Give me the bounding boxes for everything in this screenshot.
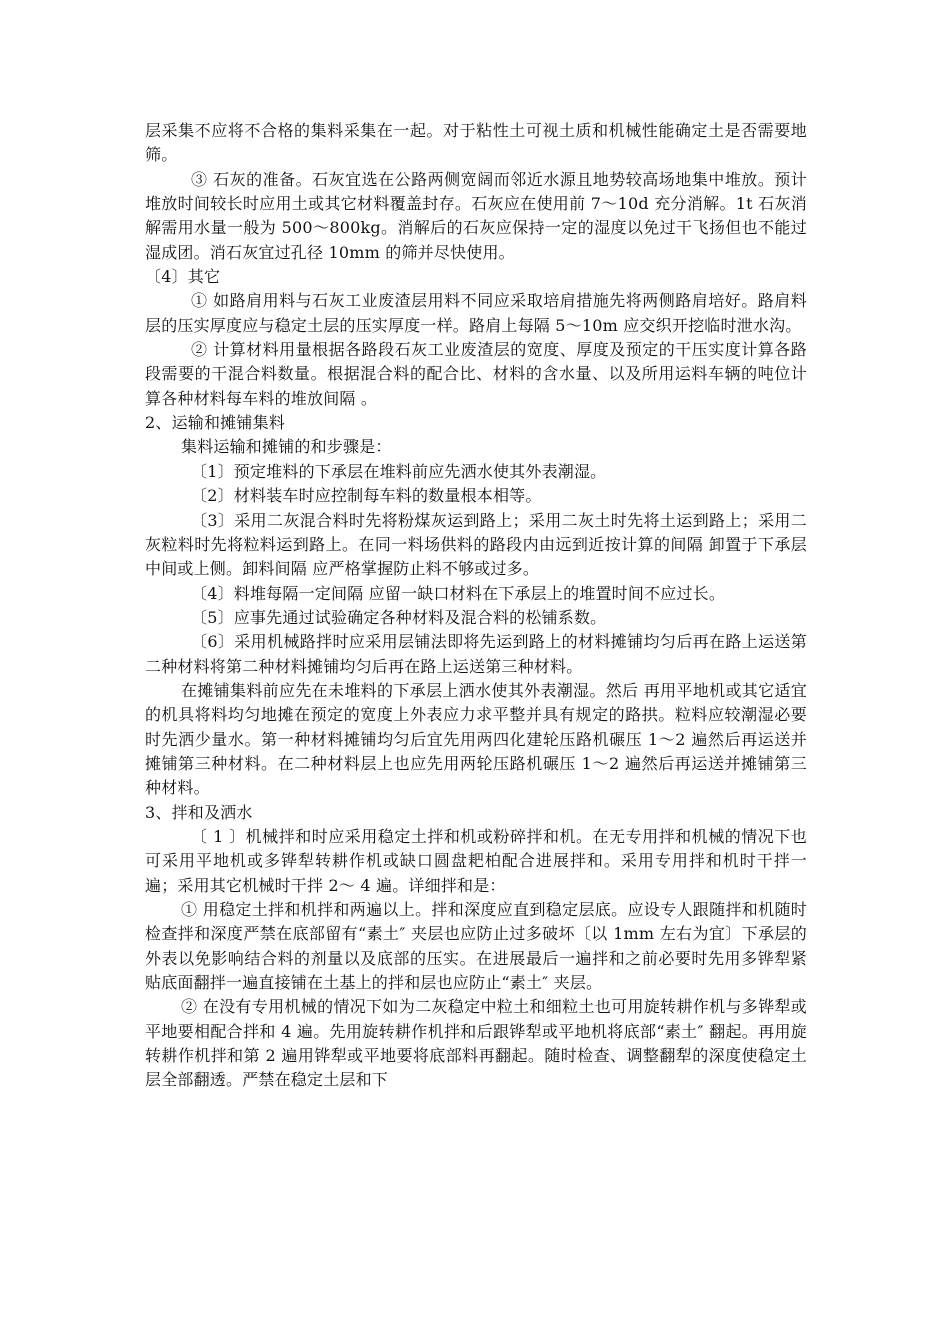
list-item: 〔6〕采用机械路拌时应采用层铺法即将先运到路上的材料摊铺均匀后再在路上运送第二种材料将第二种材料摊铺均匀后再在路上运送第三种材料。: [145, 632, 807, 676]
paragraph-transport-intro: 集料运输和摊铺的和步骤是：: [181, 437, 392, 457]
paragraph-stabilizer-mixing: ① 用稳定土拌和机拌和两遍以上。拌和深度应直到稳定层底。应设专人跟随拌和机随时检查拌和深度严禁在底部留有“素土″ 夹层也应防止过多破坏〔以 1mm 左右为宜〕下承层的外表以免影响结合料的剂量以及底部的压实。在进展最后一遍拌和之前必要时先用多铧犁紧贴底面翻拌一遍直接铺在土基上的拌和层也应防止“素土″ 夹层。: [145, 900, 807, 993]
list-item: 〔4〕料堆每隔一定间隔 应留一缺口材料在下承层上的堆置时间不应过长。: [191, 583, 726, 603]
paragraph-lime-preparation: ③ 石灰的准备。石灰宜选在公路两侧宽阔而邻近水源且地势较高场地集中堆放。预计堆放时间较长时应用土或其它材料覆盖封存。石灰应在使用前 7～10d 充分消解。1t 石灰消解需用水量一般为 500～800kg。消解后的石灰应保持一定的湿度以免过干飞扬但也不能过湿成团。消石灰宜过孔径 10mm 的筛并尽快使用。: [145, 169, 807, 262]
section-heading-mixing: 3、拌和及洒水: [145, 802, 253, 822]
list-item: 〔2〕材料装车时应控制每车料的数量根本相等。: [191, 486, 542, 506]
list-item: 〔3〕采用二灰混合料时先将粉煤灰运到路上；采用二灰土时先将土运到路上；采用二灰粒料时先将粒料运到路上。在同一料场供料的路段内由远到近按计算的间隔 卸置于下承层中间或上侧。卸料间隔 应严格掌握防止料不够或过多。: [145, 510, 807, 579]
list-item: 〔5〕应事先通过试验确定各种材料及混合料的松铺系数。: [191, 607, 607, 627]
paragraph-machine-mixing: 〔 1 〕机械拌和时应采用稳定土拌和机或粉碎拌和机。在无专用拌和机械的情况下也可采用平地机或多铧犁转耕作机或缺口圆盘耙柏配合进展拌和。采用专用拌和机时干拌一遍；采用其它机械时干拌 2～ 4 遍。详细拌和是：: [145, 826, 807, 895]
section-heading-other: 〔4〕其它: [145, 267, 221, 287]
section-heading-transport: 2、运输和摊铺集料: [145, 413, 285, 433]
paragraph-alternative-mixing: ② 在没有专用机械的情况下如为二灰稳定中粒土和细粒土也可用旋转耕作机与多铧犁或平地要相配合拌和 4 遍。先用旋转耕作机拌和后跟铧犁或平地机将底部“素土″ 翻起。再用旋转耕作机拌和第 2 遍用铧犁或平地要将底部料再翻起。随时检查、调整翻犁的深度使稳定土层全部翻透。严禁在稳定土层和下: [145, 997, 807, 1090]
paragraph-shoulder-material: ① 如路肩用料与石灰工业废渣层用料不同应采取培肩措施先将两侧路肩培好。路肩料层的压实厚度应与稳定土层的压实厚度一样。路肩上每隔 5～10m 应交织开挖临时泄水沟。: [145, 291, 807, 335]
document-body: [145, 119, 807, 1093]
paragraph-material-calculation: ② 计算材料用量根据各路段石灰工业废渣层的宽度、厚度及预定的干压实度计算各路段需要的干混合料数量。根据混合料的配合比、材料的含水量、以及所用运料车辆的吨位计算各种材料每车料的堆放间隔 。: [145, 340, 807, 408]
paragraph-spreading: 在摊铺集料前应先在未堆料的下承层上洒水使其外表潮湿。然后 再用平地机或其它适宜的机具将料均匀地摊在预定的宽度上外表应力求平整并具有规定的路拱。粒料应较潮湿必要时先洒少量水。第一种材料摊铺均匀后宜先用两四化建轮压路机碾压 1～2 遍然后再运送并摊铺第三种材料。在二种材料层上也应先用两轮压路机碾压 1～2 遍然后再运送并摊铺第三种材料。: [145, 680, 807, 798]
list-item: 〔1〕预定堆料的下承层在堆料前应先洒水使其外表潮湿。: [191, 461, 607, 481]
paragraph-continuation: 层采集不应将不合格的集料采集在一起。对于粘性土可视土质和机械性能确定土是否需要地筛。: [145, 121, 807, 165]
